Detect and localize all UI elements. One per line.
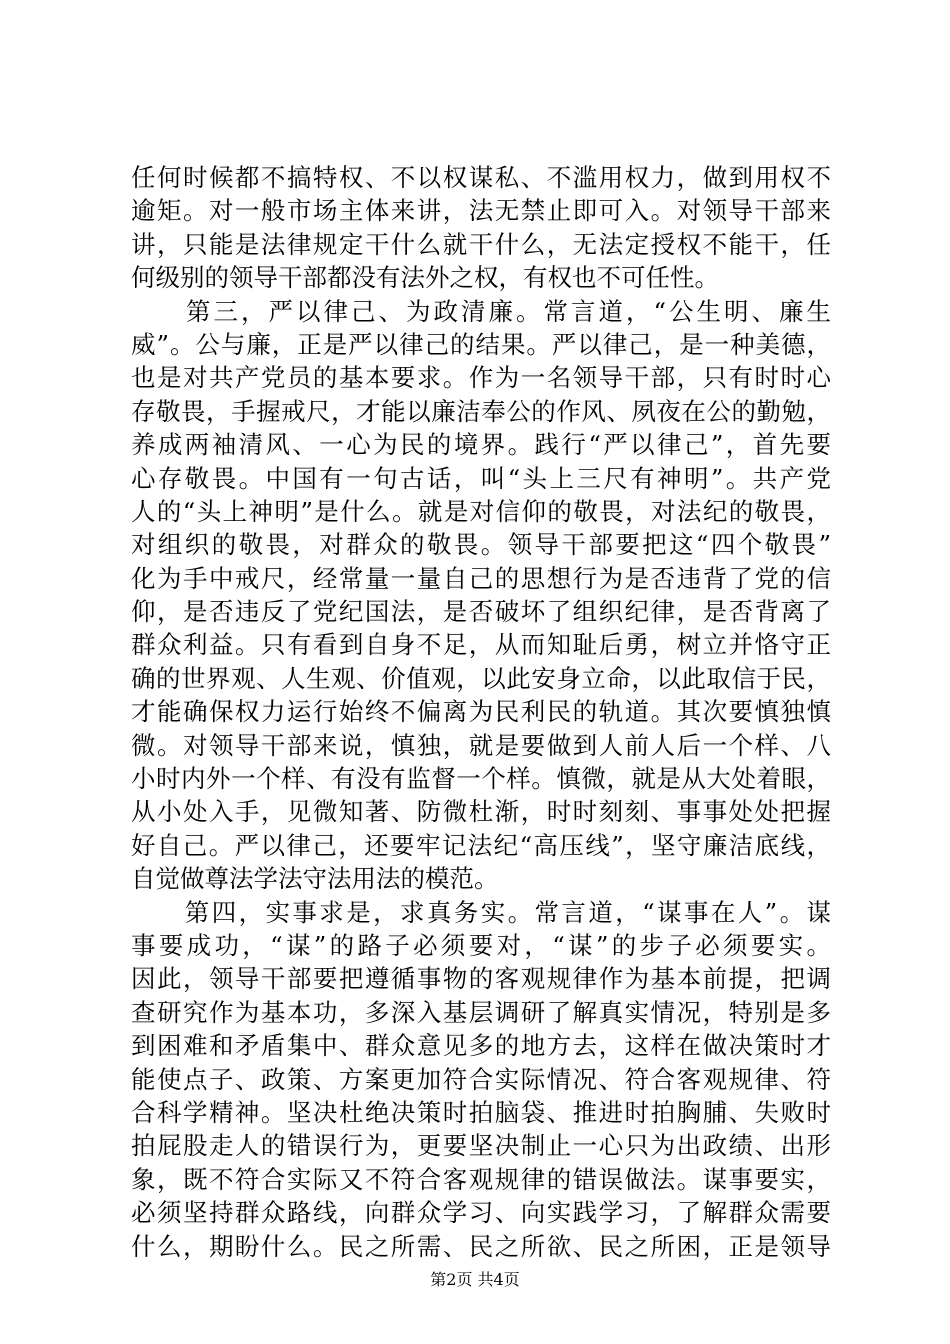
text-line: 讲，只能是法律规定干什么就干什么，无法定授权不能干，任 — [131, 229, 831, 259]
text-line: 心存敬畏。中国有一句古话，叫“头上三尺有神明”。共产党 — [131, 463, 831, 493]
text-line: 象，既不符合实际又不符合客观规律的错误做法。谋事要实， — [131, 1164, 831, 1194]
text-line: 小时内外一个样、有没有监督一个样。慎微，就是从大处着眼， — [131, 764, 831, 794]
text-line: 能使点子、政策、方案更加符合实际情况、符合客观规律、符 — [131, 1064, 831, 1094]
text-line: 好自己。严以律己，还要牢记法纪“高压线”，坚守廉洁底线， — [131, 830, 831, 860]
text-line: 事要成功，“谋”的路子必须要对，“谋”的步子必须要实。 — [131, 930, 831, 960]
text-line: 必须坚持群众路线，向群众学习、向实践学习，了解群众需要 — [131, 1198, 831, 1228]
text-line: 自觉做尊法学法守法用法的模范。 — [131, 864, 499, 894]
text-line: 拍屁股走人的错误行为，更要坚决制止一心只为出政绩、出形 — [131, 1131, 831, 1161]
text-line: 从小处入手，见微知著、防微杜渐，时时刻刻、事事处处把握 — [131, 797, 831, 827]
text-line: 仰，是否违反了党纪国法，是否破坏了组织纪律，是否背离了 — [131, 597, 831, 627]
text-line: 对组织的敬畏，对群众的敬畏。领导干部要把这“四个敬畏” — [131, 530, 831, 560]
page-number: 第2页 共4页 — [430, 1270, 520, 1289]
text-line: 也是对共产党员的基本要求。作为一名领导干部，只有时时心 — [131, 363, 831, 393]
text-line: 任何时候都不搞特权、不以权谋私、不滥用权力，做到用权不 — [131, 163, 831, 192]
text-line: 才能确保权力运行始终不偏离为民利民的轨道。其次要慎独慎 — [131, 697, 831, 727]
text-line: 到困难和矛盾集中、群众意见多的地方去，这样在做决策时才 — [131, 1031, 831, 1061]
text-line: 第四，实事求是，求真务实。常言道，“谋事在人”。谋 — [131, 897, 831, 927]
text-line: 微。对领导干部来说，慎独，就是要做到人前人后一个样、八 — [131, 730, 831, 760]
text-line: 合科学精神。坚决杜绝决策时拍脑袋、推进时拍胸脯、失败时 — [131, 1097, 831, 1127]
text-line: 存敬畏，手握戒尺，才能以廉洁奉公的作风、夙夜在公的勤勉， — [131, 396, 831, 426]
text-line: 化为手中戒尺，经常量一量自己的思想行为是否违背了党的信 — [131, 563, 831, 593]
text-line: 查研究作为基本功，多深入基层调研了解真实情况，特别是多 — [131, 997, 831, 1027]
text-line: 威”。公与廉，正是严以律己的结果。严以律己，是一种美德， — [131, 329, 831, 359]
text-line: 逾矩。对一般市场主体来讲，法无禁止即可入。对领导干部来 — [131, 196, 831, 226]
text-line: 第三，严以律己、为政清廉。常言道，“公生明、廉生 — [131, 296, 831, 326]
text-line: 什么，期盼什么。民之所需、民之所欲、民之所困，正是领导 — [131, 1231, 831, 1261]
text-line: 群众利益。只有看到自身不足，从而知耻后勇，树立并恪守正 — [131, 630, 831, 660]
text-line: 人的“头上神明”是什么。就是对信仰的敬畏，对法纪的敬畏， — [131, 496, 831, 526]
text-line: 养成两袖清风、一心为民的境界。践行“严以律己”，首先要 — [131, 430, 831, 460]
text-line: 因此，领导干部要把遵循事物的客观规律作为基本前提，把调 — [131, 964, 831, 994]
document-body — [131, 161, 831, 1263]
text-line: 何级别的领导干部都没有法外之权，有权也不可任性。 — [131, 263, 719, 293]
text-line: 确的世界观、人生观、价值观，以此安身立命，以此取信于民， — [131, 663, 831, 693]
